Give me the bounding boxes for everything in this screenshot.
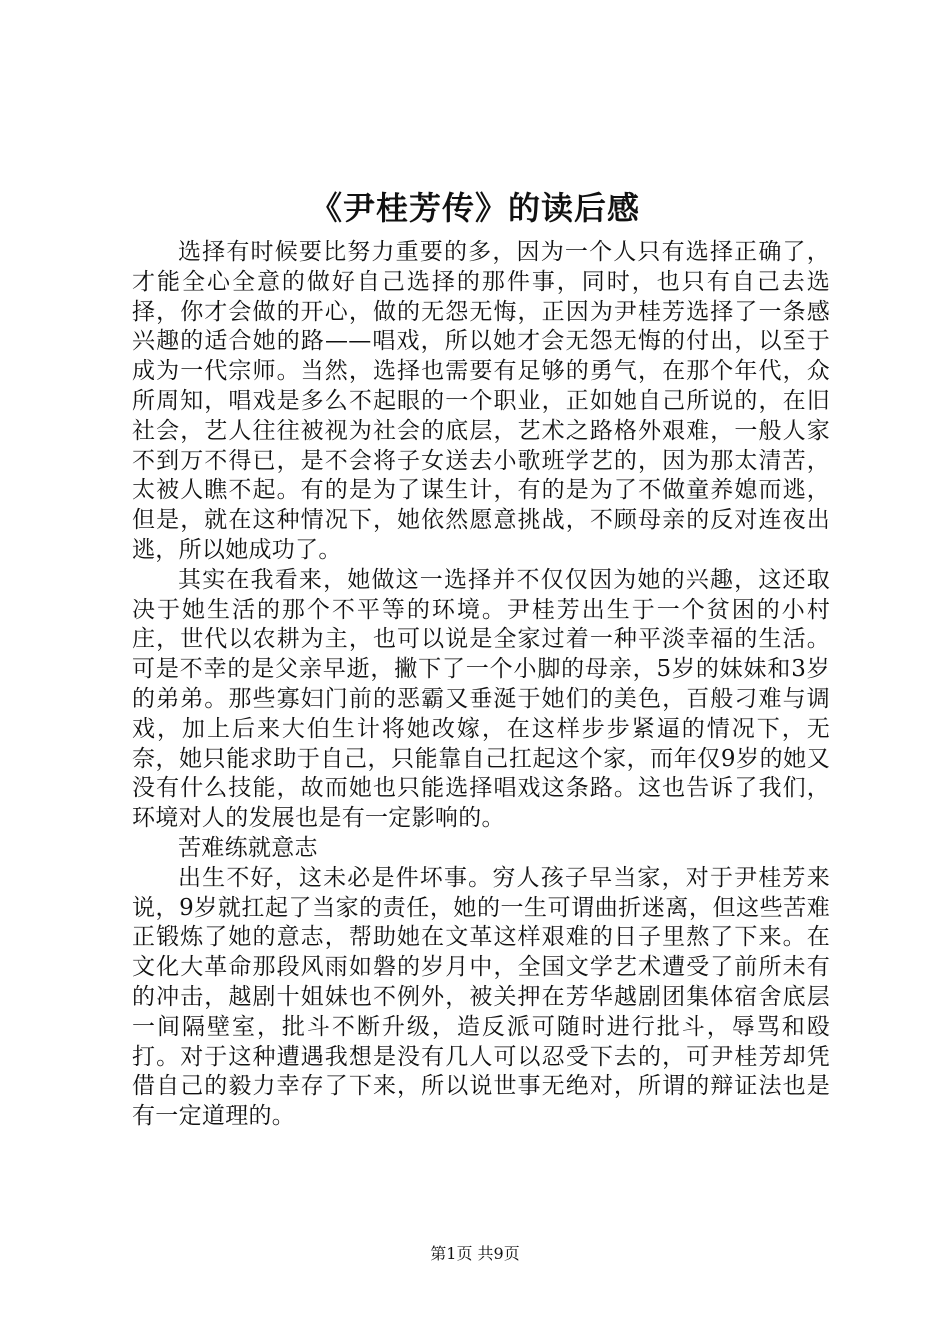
page-footer: 第1页 共9页 [430,1244,520,1263]
paragraph: 选择有时候要比努力重要的多，因为一个人只有选择正确了，才能全心全意的做好自己选择的那件事，同时，也只有自己去选择，你才会做的开心，做的无怨无悔，正因为尹桂芳选择了一条感兴趣的适合她的路——唱戏，所以她才会无怨无悔的付出，以至于成为一代宗师。当然，选择也需要有足够的勇气，在那个年代，众所周知，唱戏是多么不起眼的一个职业，正如她自己所说的，在旧社会，艺人往往被视为社会的底层，艺术之路格外艰难，一般人家不到万不得已，是不会将子女送去小歌班学艺的，因为那太清苦，太被人瞧不起。有的是为了谋生计，有的是为了不做童养媳而逃，但是，就在这种情况下，她依然愿意挑战，不顾母亲的反对连夜出逃，所以她成功了。 [132,239,830,563]
paragraph: 其实在我看来，她做这一选择并不仅仅因为她的兴趣，这还取决于她生活的那个不平等的环境。尹桂芳出生于一个贫困的小村庄，世代以农耕为主，也可以说是全家过着一种平淡幸福的生活。可是不幸的是父亲早逝，撇下了一个小脚的母亲，5岁的妹妹和3岁的弟弟。那些寡妇门前的恶霸又垂涎于她们的美色，百般刁难与调戏，加上后来大伯生计将她改嫁，在这样步步紧逼的情况下，无奈，她只能求助于自己，只能靠自己扛起这个家，而年仅9岁的她又没有什么技能，故而她也只能选择唱戏这条路。这也告诉了我们，环境对人的发展也是有一定影响的。 [132,566,830,832]
document-body [132,238,830,1132]
section-heading: 苦难练就意志 [178,834,318,861]
paragraph: 出生不好，这未必是件坏事。穷人孩子早当家，对于尹桂芳来说，9岁就扛起了当家的责任，她的一生可谓曲折迷离，但这些苦难正锻炼了她的意志，帮助她在文革这样艰难的日子里熬了下来。在文化大革命那段风雨如磐的岁月中，全国文学艺术遭受了前所未有的冲击，越剧十姐妹也不例外，被关押在芳华越剧团集体宿舍底层一间隔壁室，批斗不断升级，造反派可随时进行批斗，辱骂和殴打。对于这种遭遇我想是没有几人可以忍受下去的，可尹桂芳却凭借自己的毅力幸存了下来，所以说世事无绝对，所谓的辩证法也是有一定道理的。 [132,864,830,1130]
page-title: 《尹桂芳传》的读后感 [309,189,640,227]
